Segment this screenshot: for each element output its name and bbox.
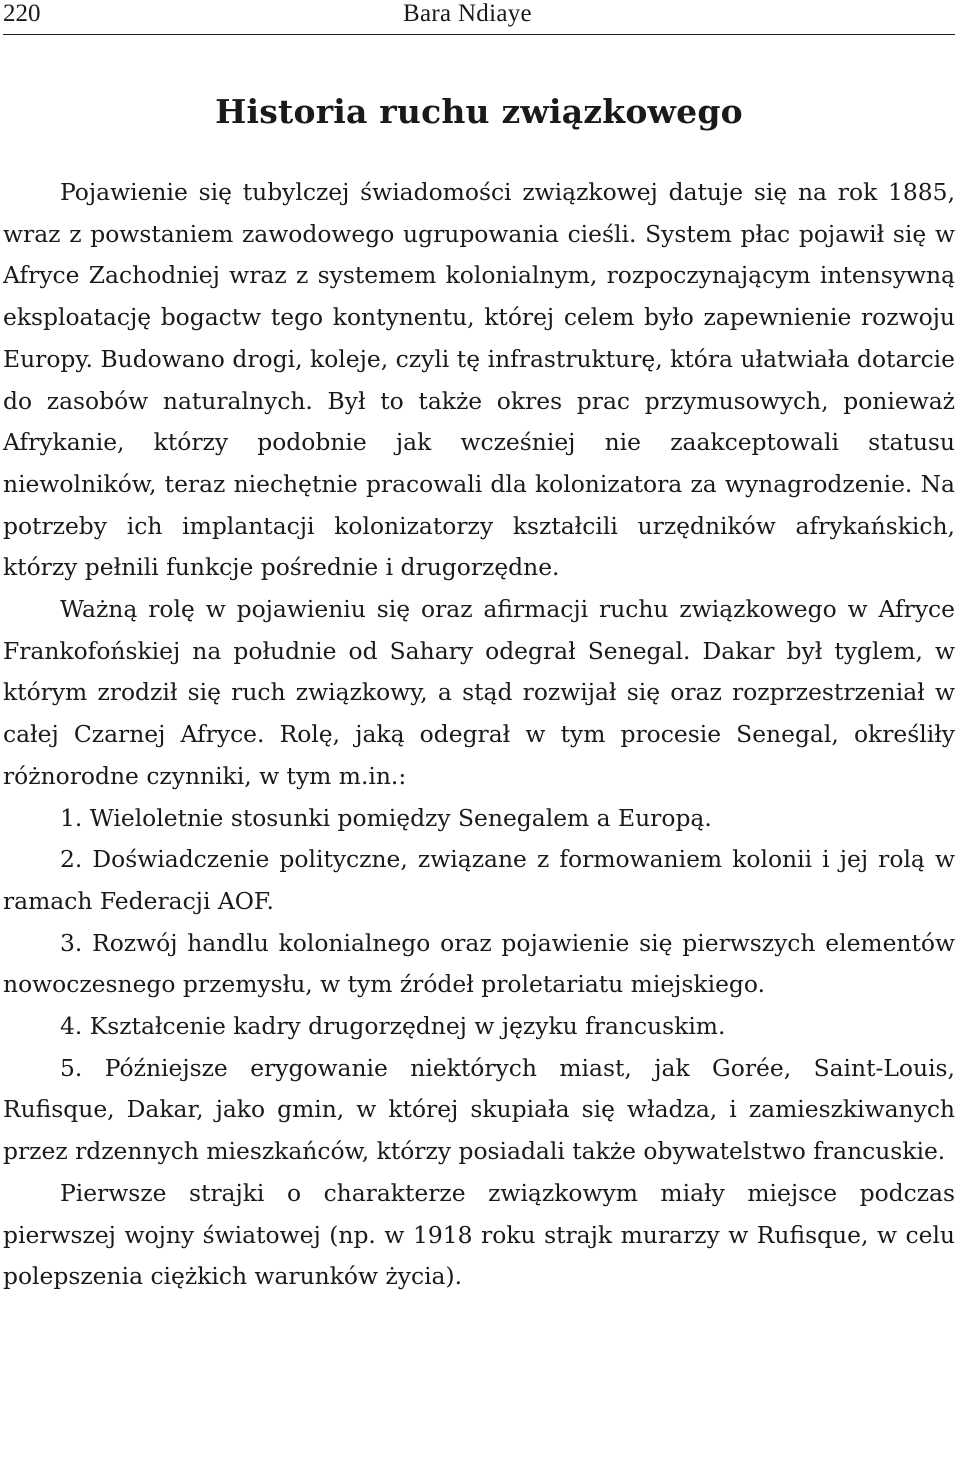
list-item-5: 5. Późniejsze erygowanie niektórych miast, jak Gorée, Saint-Louis, Rufisque, Dakar, jako gmin, w której skupiała się władza, i zamieszkiwanych przez rdzennych mieszkańców, którzy posiadali także obywatelstwo francuskie.: [3, 1053, 955, 1166]
list-item-2: 2. Doświadczenie polityczne, związane z formowaniem kolonii i jej rolą w ramach Federacji AOF.: [3, 845, 955, 915]
body-text: [3, 172, 955, 1298]
chapter-title: Historia ruchu związkowego: [215, 92, 743, 131]
paragraph-2: Ważną rolę w pojawieniu się oraz afirmacji ruchu związkowego w Afryce Frankofońskiej na południe od Sahary odegrał Senegal. Dakar był tyglem, w którym zrodził się ruch związkowy, a stąd rozwijał się oraz rozprzestrzeniał w całej Czarnej Afryce. Rolę, jaką odegrał w tym procesie Senegal, określiły różnorodne czynniki, w tym m.in.:: [3, 595, 955, 790]
list-item-1: 1. Wieloletnie stosunki pomiędzy Senegalem a Europą.: [60, 803, 712, 832]
running-header-author: Bara Ndiaye: [403, 0, 532, 27]
closing-paragraph: Pierwsze strajki o charakterze związkowym miały miejsce podczas pierwszej wojny światowej (np. w 1918 roku strajk murarzy w Rufisque, w celu polepszenia ciężkich warunków życia).: [3, 1178, 955, 1291]
book-page: [3, 0, 955, 1298]
paragraph-1: Pojawienie się tubylczej świadomości związkowej datuje się na rok 1885, wraz z powstaniem zawodowego ugrupowania cieśli. System płac pojawił się w Afryce Zachodniej wraz z systemem kolonialnym, rozpoczynającym intensywną eksploatację bogactw tego kontynentu, której celem było zapewnienie rozwoju Europy. Budowano drogi, koleje, czyli tę infrastrukturę, która ułatwiała dotarcie do zasobów naturalnych. Był to także okres prac przymusowych, ponieważ Afrykanie, którzy podobnie jak wcześniej nie zaakceptowali statusu niewolników, teraz niechętnie pracowali dla kolonizatora za wynagrodzenie. Na potrzeby ich implantacji kolonizatorzy kształcili urzędników afrykańskich, którzy pełnili funkcje pośrednie i drugorzędne.: [3, 178, 955, 582]
list-item-3: 3. Rozwój handlu kolonialnego oraz pojawienie się pierwszych elementów nowoczesnego przemysłu, w tym źródeł proletariatu miejskiego.: [3, 928, 955, 999]
list-item-4: 4. Kształcenie kadry drugorzędnej w języku francuskim.: [60, 1012, 726, 1041]
page-number: 220: [3, 0, 41, 27]
running-header: [3, 0, 955, 35]
